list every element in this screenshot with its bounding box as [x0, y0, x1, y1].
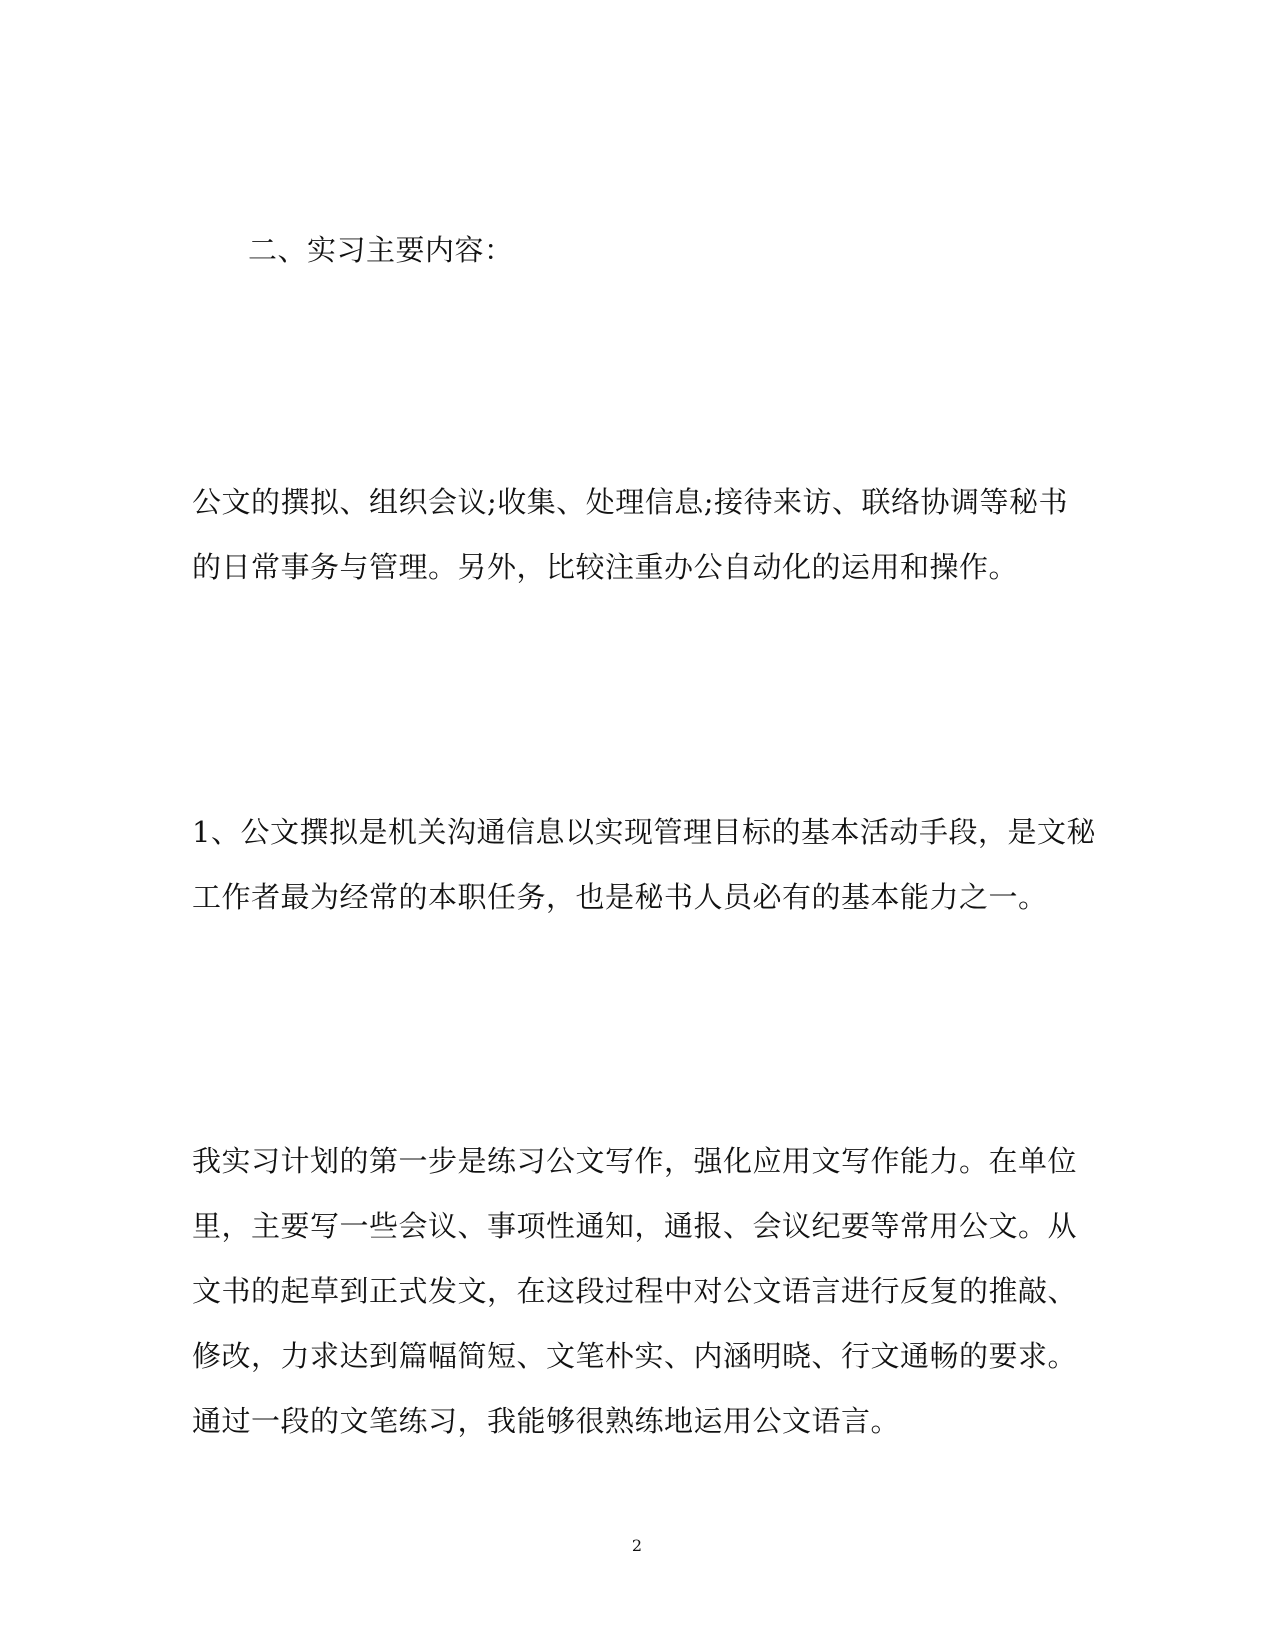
section-heading: 二、实习主要内容：	[248, 233, 514, 267]
paragraph-line: 文书的起草到正式发文，在这段过程中对公文语言进行反复的推敲、	[192, 1274, 1078, 1308]
paragraph-line: 工作者最为经常的本职任务，也是秘书人员必有的基本能力之一。	[192, 880, 1048, 914]
paragraph-line: 1、公文撰拟是机关沟通信息以实现管理目标的基本活动手段，是文秘	[192, 815, 1096, 849]
paragraph-line: 公文的撰拟、组织会议;收集、处理信息;接待来访、联络协调等秘书	[192, 485, 1069, 519]
paragraph-line: 的日常事务与管理。另外，比较注重办公自动化的运用和操作。	[192, 550, 1019, 584]
paragraph-line: 我实习计划的第一步是练习公文写作，强化应用文写作能力。在单位	[192, 1144, 1078, 1178]
paragraph-line: 里，主要写一些会议、事项性通知，通报、会议纪要等常用公文。从	[192, 1209, 1078, 1243]
paragraph-line: 修改，力求达到篇幅简短、文笔朴实、内涵明晓、行文通畅的要求。	[192, 1339, 1078, 1373]
page-number: 2	[631, 1536, 643, 1555]
paragraph-line: 通过一段的文笔练习，我能够很熟练地运用公文语言。	[192, 1404, 901, 1438]
